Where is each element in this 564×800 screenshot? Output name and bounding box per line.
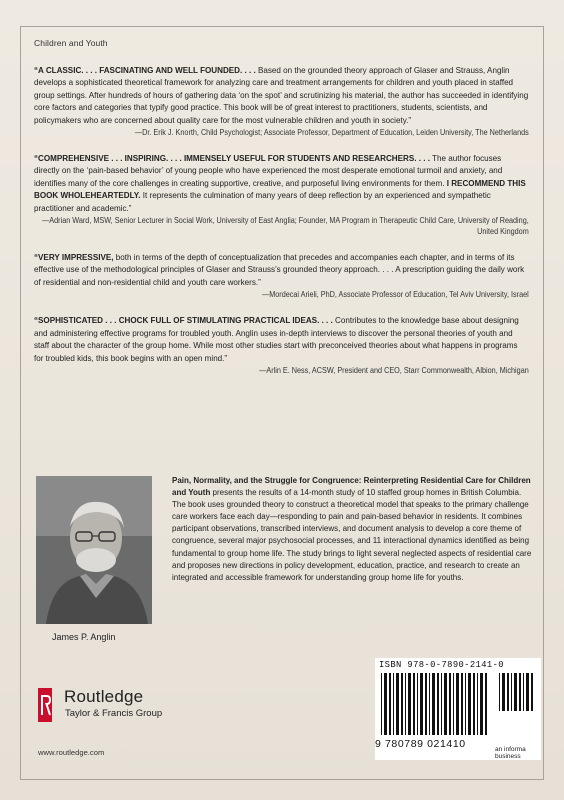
review-lead: “VERY IMPRESSIVE,	[34, 252, 114, 263]
barcode-bar	[437, 673, 439, 735]
category-label: Children and Youth	[34, 38, 108, 48]
review-attribution: —Dr. Erik J. Knorth, Child Psychologist; Associate Professor, Department of Education, Leiden University, The Netherlands	[134, 128, 529, 138]
barcode-bar	[480, 673, 483, 735]
author-portrait-image	[36, 476, 152, 624]
publisher-website: www.routledge.com	[38, 748, 105, 757]
review-4	[34, 314, 529, 376]
review-body: both in terms of the depth of conceptualization that precedes and accompanies each chapter, and in terms of its effective use of the methodological principles of Glaser and Strauss’s grounded theory approach. . . . A prescription guiding the daily work of residential and non-residential child and youth care workers.”	[34, 252, 525, 287]
barcode-bar	[408, 673, 411, 735]
barcode-bar	[523, 673, 524, 711]
barcode-bar	[473, 673, 475, 735]
review-lead: “A CLASSIC. . . . FASCINATING AND WELL FOUNDED. . . .	[34, 65, 256, 75]
review-attribution: —Adrian Ward, MSW, Senior Lecturer in Social Work, University of East Anglia; Founder, MA Program in Therapeutic Child Care, University of Reading, United Kingdom	[42, 216, 529, 237]
book-description	[172, 474, 537, 583]
review-emphasis: I RECOMMEND THIS BOOK WHOLEHEARTEDLY.	[34, 177, 526, 201]
barcode-bar	[465, 673, 466, 735]
barcode-bar	[396, 673, 399, 735]
review-2	[34, 152, 529, 237]
barcode-bar	[393, 673, 394, 735]
review-body: The author focuses directly on the ‘pain-based behavior’ of young people who have experienced the most desperate emotional turmoil and anxiety, and identifies many of the core challenges in creating supportive, creative, and purposeful living environments for them.	[34, 153, 503, 188]
barcode-bar	[444, 673, 447, 735]
barcode-bar	[514, 673, 517, 711]
informa-tagline: an informa business	[495, 746, 526, 760]
barcode-bar	[485, 673, 487, 735]
barcode-bar	[425, 673, 427, 735]
review-lead: “COMPREHENSIVE . . . INSPIRING. . . . IMMENSELY USEFUL FOR STUDENTS AND RESEARCHERS. . . .	[34, 153, 430, 164]
author-photo	[36, 476, 152, 624]
barcode-bar	[384, 673, 387, 735]
barcode-bar	[453, 673, 454, 735]
barcode-bar	[432, 673, 435, 735]
review-attribution: —Arlin E. Ness, ACSW, President and CEO, Starr Commonwealth, Albion, Michigan	[259, 365, 529, 375]
barcode-bar	[526, 673, 529, 711]
barcode-bar	[531, 673, 533, 711]
barcode-bar	[389, 673, 391, 735]
barcode-bar	[468, 673, 471, 735]
barcode-bar	[456, 673, 459, 735]
price-barcode-image	[499, 673, 537, 711]
barcode-bar	[420, 673, 423, 735]
review-lead: “SOPHISTICATED . . . CHOCK FULL OF STIMULATING PRACTICAL IDEAS. . . .	[34, 315, 333, 326]
isbn-label: ISBN 978-0-7890-2141-0	[379, 660, 504, 670]
barcode-area	[375, 658, 541, 760]
review-attribution: —Mordecai Arieli, PhD, Associate Professor of Education, Tel Aviv University, Israel	[261, 290, 529, 300]
barcode-bar	[449, 673, 451, 735]
barcode-bar	[499, 673, 500, 711]
publisher-name: Routledge	[64, 687, 144, 706]
barcode-bar	[511, 673, 512, 711]
barcode-bar	[502, 673, 505, 711]
barcode-bar	[441, 673, 442, 735]
barcode-bar	[381, 673, 382, 735]
reviews-section	[34, 64, 529, 390]
publisher-logo	[38, 688, 228, 728]
barcode-bar	[507, 673, 509, 711]
description-text: presents the results of a 14-month study of 10 staffed group homes in British Columbia. The book uses grounded theory to construct a theoretical model that speaks to the primary challenge care workers face each day—responding to pain and pain-based behavior in residents. It combines participant observations, transcribed interviews, and document analysis to develop a core theme of congruence, several major psychosocial processes, and 11 interactional dynamics identified as being fundamental to group home life. The study brings to light several neglected aspects of residential care and proposes new directions in policy development, education, practice, and research to create an integrated and accessible framework for understanding group home life for youths.	[172, 487, 532, 582]
barcode-bar	[413, 673, 415, 735]
publisher-group: Taylor & Francis Group	[65, 708, 163, 719]
barcode-bar	[417, 673, 418, 735]
review-body: Based on the grounded theory approach of Glaser and Strauss, Anglin develops a sophisticated theoretical framework for analyzing care and treatment arrangements for children and youth placed in staffed group settings. After hundreds of hours of gathering data ‘on the spot’ and scrutinizing his material, the author has succeeded in identifying core factors and categories that typify good practice. This book will be of great interest to practitioners, students, scientists, and policymakers who are concerned about quality care for the most vulnerable children and youth in society.”	[34, 65, 529, 125]
barcode-bar	[429, 673, 430, 735]
book-title: Pain, Normality, and the Struggle for Congruence: Reinterpreting Residential Care for Children and Youth	[172, 475, 531, 498]
review-1	[34, 64, 529, 138]
barcode-bar	[461, 673, 463, 735]
barcode-bar	[477, 673, 478, 735]
barcode-digits: 9 780789 021410	[375, 738, 466, 750]
barcode-bar	[519, 673, 521, 711]
barcode-bar	[401, 673, 403, 735]
routledge-mark-icon	[38, 688, 52, 722]
barcode-image	[381, 673, 489, 735]
review-tail: It represents the culmination of many years of deep reflection by an experienced and sympathetic practitioner and academic.”	[34, 190, 491, 213]
barcode-bar	[405, 673, 406, 735]
review-3	[34, 251, 529, 300]
author-name: James P. Anglin	[52, 632, 116, 642]
review-body: Contributes to the knowledge base about designing and administering effective programs for troubled youth. Anglin uses in-depth interviews to discover the personal theories of youth and staff about the character of the group home. While most other studies start with preconceived theories about what happens in programs for troubled kids, this book begins with an open mind.”	[34, 315, 519, 363]
